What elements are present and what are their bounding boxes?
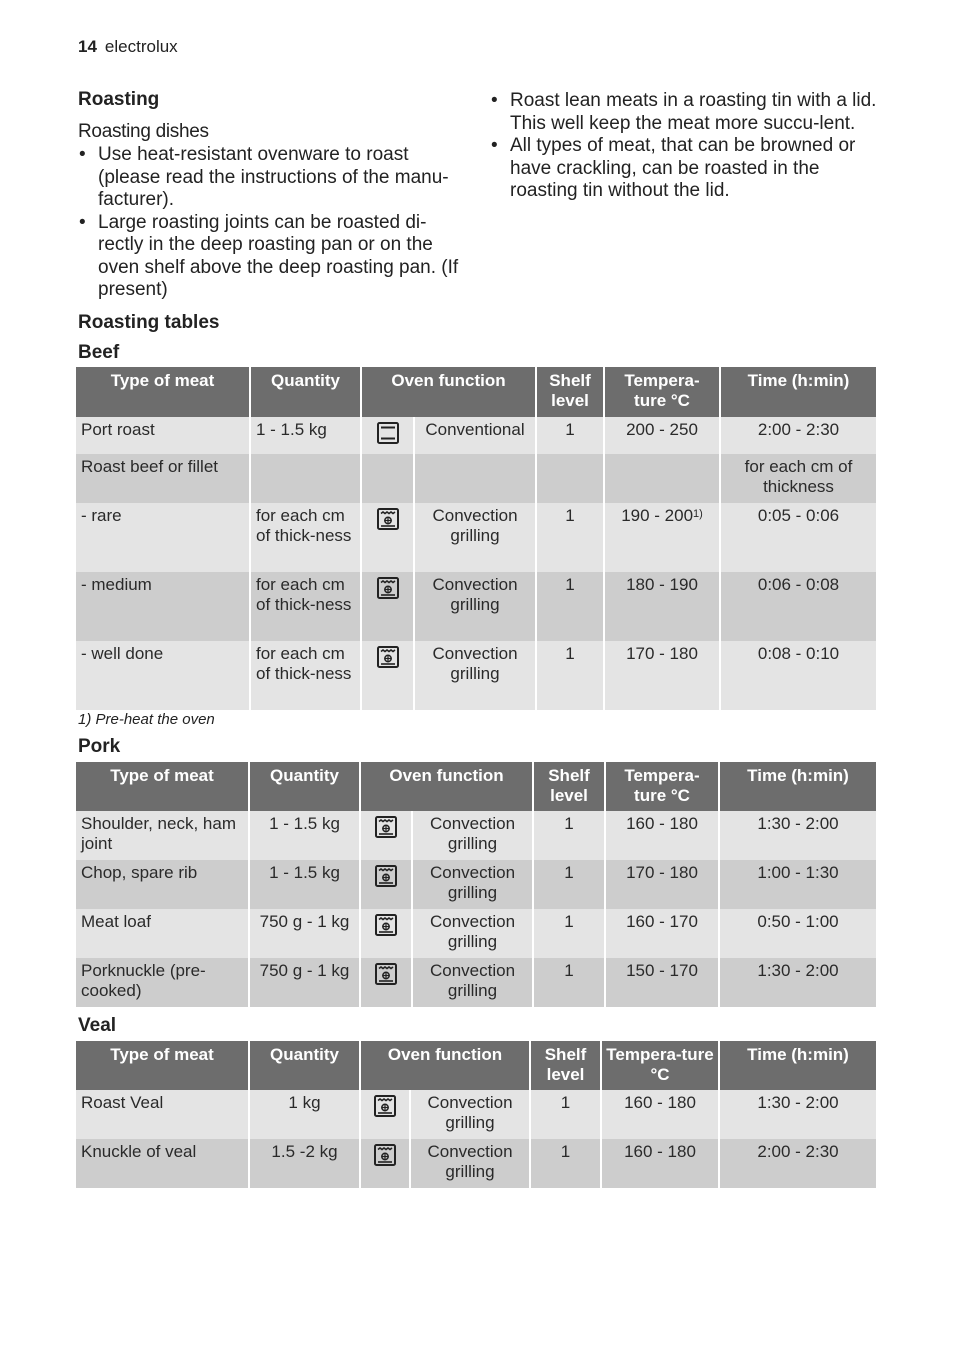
cell-type: - medium <box>76 572 250 641</box>
column-header: Time (h:min) <box>719 1041 876 1090</box>
cell-time: for each cm of thickness <box>720 454 876 503</box>
cell-function: Convection grilling <box>410 1090 530 1139</box>
cell-time: 1:30 - 2:00 <box>719 958 876 1007</box>
cell-type: - well done <box>76 641 250 710</box>
cell-function: Convection grilling <box>412 860 533 909</box>
cell-type: Roast Veal <box>76 1090 249 1139</box>
cell-type: Meat loaf <box>76 909 249 958</box>
veal-title: Veal <box>78 1015 117 1036</box>
cell-time: 2:00 - 2:30 <box>720 417 876 454</box>
convection-grilling-icon <box>376 507 400 531</box>
column-header: Shelf level <box>530 1041 601 1090</box>
table-row <box>76 1090 876 1139</box>
cell-time: 2:00 - 2:30 <box>719 1139 876 1188</box>
cell-time: 1:00 - 1:30 <box>719 860 876 909</box>
cell-function: Convection grilling <box>412 811 533 860</box>
cell-function: Conventional <box>414 417 536 454</box>
cell-function <box>414 454 536 503</box>
cell-type: Knuckle of veal <box>76 1139 249 1188</box>
footnote-ref: 1) <box>693 508 703 520</box>
cell-shelf: 1 <box>533 860 605 909</box>
cell-quantity: 1 - 1.5 kg <box>249 860 360 909</box>
beef-table <box>76 367 876 710</box>
cell-quantity: 1 kg <box>249 1090 360 1139</box>
bullet-item: • Use heat-resistant ovenware to roast (please read the instructions of the manu-facturer). <box>78 144 468 212</box>
left-bullet-list <box>78 144 468 302</box>
cell-temperature <box>604 503 720 572</box>
cell-temperature: 160 - 180 <box>605 811 719 860</box>
convection-grilling-icon <box>373 1094 397 1118</box>
pork-table <box>76 762 876 1007</box>
cell-temperature <box>604 454 720 503</box>
cell-time: 0:50 - 1:00 <box>719 909 876 958</box>
right-bullet-list <box>490 90 890 203</box>
table-row <box>76 958 876 1007</box>
intro-right-column <box>490 90 890 203</box>
veal-table <box>76 1041 876 1188</box>
cell-temperature: 160 - 180 <box>601 1139 719 1188</box>
cell-quantity: 750 g - 1 kg <box>249 909 360 958</box>
cell-quantity: for each cm of thick-ness <box>250 572 361 641</box>
table-row <box>76 641 876 710</box>
cell-time: 1:30 - 2:00 <box>719 1090 876 1139</box>
bullet-item: • Large roasting joints can be roasted di-rectly in the deep roasting pan or on the oven shelf above the deep roasting pan. (If present) <box>78 212 468 302</box>
convection-grilling-icon <box>374 815 398 839</box>
column-header: Type of meat <box>76 762 249 811</box>
cell-quantity: for each cm of thick-ness <box>250 641 361 710</box>
cell-time: 1:30 - 2:00 <box>719 811 876 860</box>
convection-grilling-icon <box>376 576 400 600</box>
cell-quantity: for each cm of thick-ness <box>250 503 361 572</box>
bullet-item: • All types of meat, that can be browned or have crackling, can be roasted in the roasting tin without the lid. <box>490 135 890 203</box>
column-header: Oven function <box>360 1041 530 1090</box>
table-row <box>76 417 876 454</box>
cell-quantity <box>250 454 361 503</box>
cell-shelf: 1 <box>536 417 604 454</box>
convection-grilling-icon <box>373 1143 397 1167</box>
cell-temperature: 170 - 180 <box>605 860 719 909</box>
column-header: Shelf level <box>533 762 605 811</box>
column-header: Type of meat <box>76 1041 249 1090</box>
column-header: Oven function <box>360 762 533 811</box>
footnote: 1) Pre-heat the oven <box>78 711 215 728</box>
column-header: Tempera-ture °C <box>601 1041 719 1090</box>
table-row <box>76 860 876 909</box>
table-row <box>76 811 876 860</box>
cell-time: 0:05 - 0:06 <box>720 503 876 572</box>
pork-title: Pork <box>78 736 121 757</box>
cell-type: Port roast <box>76 417 250 454</box>
cell-quantity: 1 - 1.5 kg <box>249 811 360 860</box>
beef-title: Beef <box>78 342 120 363</box>
cell-shelf: 1 <box>533 909 605 958</box>
cell-quantity: 1.5 -2 kg <box>249 1139 360 1188</box>
cell-function: Convection grilling <box>414 641 536 710</box>
cell-function: Convection grilling <box>412 958 533 1007</box>
cell-shelf: 1 <box>536 641 604 710</box>
subsection-title: Roasting dishes <box>78 121 209 142</box>
table-row <box>76 909 876 958</box>
cell-temperature: 160 - 180 <box>601 1090 719 1139</box>
cell-function: Convection grilling <box>412 909 533 958</box>
table-row <box>76 503 876 572</box>
column-header: Tempera-ture °C <box>604 367 720 417</box>
cell-type: Porknuckle (pre-cooked) <box>76 958 249 1007</box>
cell-shelf: 1 <box>530 1139 601 1188</box>
table-row <box>76 454 876 503</box>
table-row <box>76 1139 876 1188</box>
convection-grilling-icon <box>374 913 398 937</box>
cell-function: Convection grilling <box>410 1139 530 1188</box>
convection-grilling-icon <box>376 645 400 669</box>
cell-shelf: 1 <box>530 1090 601 1139</box>
column-header: Quantity <box>250 367 361 417</box>
cell-quantity: 750 g - 1 kg <box>249 958 360 1007</box>
page-number: 14 <box>78 37 97 56</box>
temperature-value: 190 - 200 <box>621 506 694 525</box>
cell-function: Convection grilling <box>414 503 536 572</box>
table-row <box>76 572 876 641</box>
cell-temperature: 150 - 170 <box>605 958 719 1007</box>
cell-type: - rare <box>76 503 250 572</box>
cell-shelf: 1 <box>533 958 605 1007</box>
column-header: Shelf level <box>536 367 604 417</box>
cell-temperature: 160 - 170 <box>605 909 719 958</box>
convection-grilling-icon <box>374 864 398 888</box>
cell-function: Convection grilling <box>414 572 536 641</box>
bullet-item: • Roast lean meats in a roasting tin with a lid. This well keep the meat more succu-lent. <box>490 90 890 135</box>
column-header: Time (h:min) <box>719 762 876 811</box>
column-header: Quantity <box>249 1041 360 1090</box>
cell-shelf <box>536 454 604 503</box>
cell-temperature: 200 - 250 <box>604 417 720 454</box>
cell-shelf: 1 <box>536 503 604 572</box>
cell-time: 0:06 - 0:08 <box>720 572 876 641</box>
brand-name: electrolux <box>104 37 178 56</box>
column-header: Tempera-ture °C <box>605 762 719 811</box>
column-header: Oven function <box>361 367 536 417</box>
page-header <box>78 37 178 57</box>
column-header: Type of meat <box>76 367 250 417</box>
column-header: Quantity <box>249 762 360 811</box>
cell-type: Shoulder, neck, ham joint <box>76 811 249 860</box>
cell-temperature: 170 - 180 <box>604 641 720 710</box>
cell-shelf: 1 <box>536 572 604 641</box>
cell-quantity: 1 - 1.5 kg <box>250 417 361 454</box>
cell-type: Roast beef or fillet <box>76 454 250 503</box>
column-header: Time (h:min) <box>720 367 876 417</box>
cell-shelf: 1 <box>533 811 605 860</box>
convection-grilling-icon <box>374 962 398 986</box>
roasting-tables-title: Roasting tables <box>78 312 220 333</box>
cell-type: Chop, spare rib <box>76 860 249 909</box>
conventional-icon <box>376 421 400 445</box>
cell-temperature: 180 - 190 <box>604 572 720 641</box>
cell-time: 0:08 - 0:10 <box>720 641 876 710</box>
intro-left-column <box>78 88 468 302</box>
section-title: Roasting <box>78 89 160 110</box>
